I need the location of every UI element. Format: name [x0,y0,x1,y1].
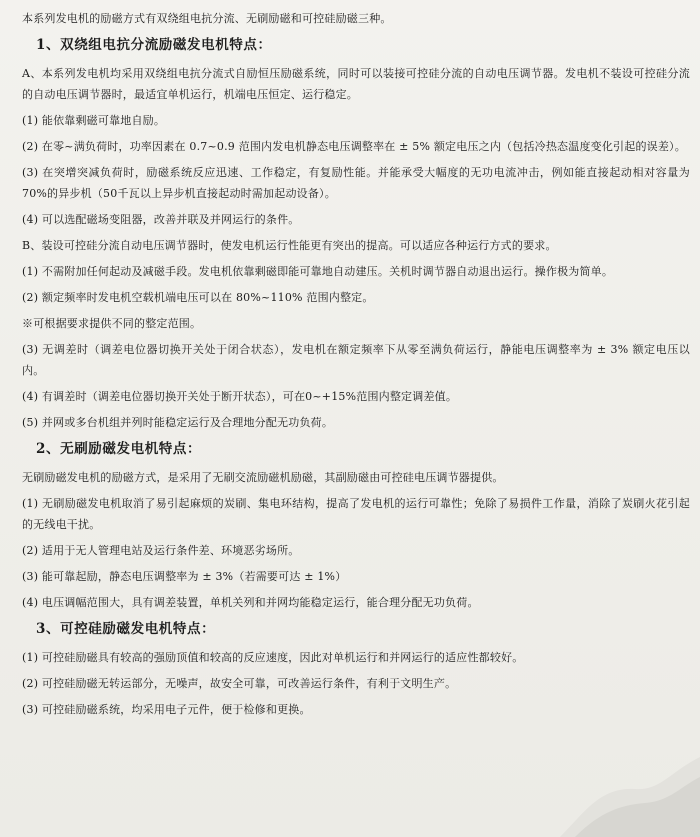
section-3-paragraph: (2) 可控硅励磁无转运部分，无噪声，故安全可靠，可改善运行条件，有利于文明生产。 [22,677,457,690]
section-1-paragraph: (4) 可以选配磁场变阻器，改善并联及并网运行的条件。 [22,213,300,226]
section-1-paragraph: (5) 并网或多台机组并列时能稳定运行及合理地分配无功负荷。 [22,416,334,429]
intro-paragraph: 本系列发电机的励磁方式有双绕组电抗分流、无刷励磁和可控硅励磁三种。 [22,12,392,25]
section-1-paragraph: (3) 在突增突减负荷时，励磁系统反应迅速、工作稳定，有复励性能。并能承受大幅度的无功电流冲击，例如能直接起动相对容量为70%的异步机（50千瓦以上异步机直接起动时需加起动设备）。 [22,166,690,200]
section-2-paragraph: (1) 无刷励磁发电机取消了易引起麻烦的炭刷、集电环结构，提高了发电机的运行可靠性；免除了易损件工作量，消除了炭刷火花引起的无线电干扰。 [22,497,690,531]
section-2-paragraph: (4) 电压调幅范围大，具有调差装置，单机关列和并网均能稳定运行，能合理分配无功负荷。 [22,596,479,609]
section-2-paragraph: (3) 能可靠起励，静态电压调整率为 ± 3%（若需要可达 ± 1%） [22,570,347,583]
section-3-paragraph: (1) 可控硅励磁具有较高的强励顶值和较高的反应速度，因此对单机运行和并网运行的适应性都较好。 [22,651,524,664]
section-1-heading: 1、双绕组电抗分流励磁发电机特点： [36,37,272,53]
section-1-paragraph: (1) 不需附加任何起动及减磁手段。发电机依靠剩磁即能可靠地自动建压。关机时调节器自动退出运行。操作极为简单。 [22,265,614,278]
section-3-paragraph: (3) 可控硅励磁系统，均采用电子元件，便于检修和更换。 [22,703,311,716]
section-1-paragraph: (1) 能依靠剩磁可靠地自励。 [22,114,166,127]
section-1-paragraph: A、本系列发电机均采用双绕组电抗分流式自励恒压励磁系统，同时可以装接可控硅分流的自动电压调节器。发电机不装设可控硅分流的自动电压调节器时，最适宜单机运行，机端电压恒定、运行稳定。 [22,67,690,101]
section-1-paragraph: (4) 有调差时（调差电位器切换开关处于断开状态），可在0~+15%范围内整定调差值。 [22,390,458,403]
document-content [22,8,690,725]
decorative-wave-graphic [540,717,700,837]
section-1-note: ※可根据要求提供不同的整定范围。 [22,317,202,330]
section-2-heading: 2、无刷励磁发电机特点： [36,441,202,457]
section-1-paragraph: (3) 无调差时（调差电位器切换开关处于闭合状态），发电机在额定频率下从零至满负荷运行，静能电压调整率为 ± 3% 额定电压以内。 [22,343,690,377]
section-1-paragraph: (2) 额定频率时发电机空载机端电压可以在 80%~110% 范围内整定。 [22,291,374,304]
section-3-heading: 3、可控硅励磁发电机特点： [36,621,216,637]
section-2-paragraph: 无刷励磁发电机的励磁方式，是采用了无刷交流励磁机励磁，其副励磁由可控硅电压调节器提供。 [22,471,504,484]
section-2-paragraph: (2) 适用于无人管理电站及运行条件差、环境恶劣场所。 [22,544,300,557]
section-1-paragraph: (2) 在零~满负荷时，功率因素在 0.7~0.9 范围内发电机静态电压调整率在 ± 5% 额定电压之内（包括冷热态温度变化引起的误差）。 [22,140,686,153]
section-1-paragraph: B、装设可控硅分流自动电压调节器时，使发电机运行性能更有突出的提高。可以适应各种运行方式的要求。 [22,239,557,252]
